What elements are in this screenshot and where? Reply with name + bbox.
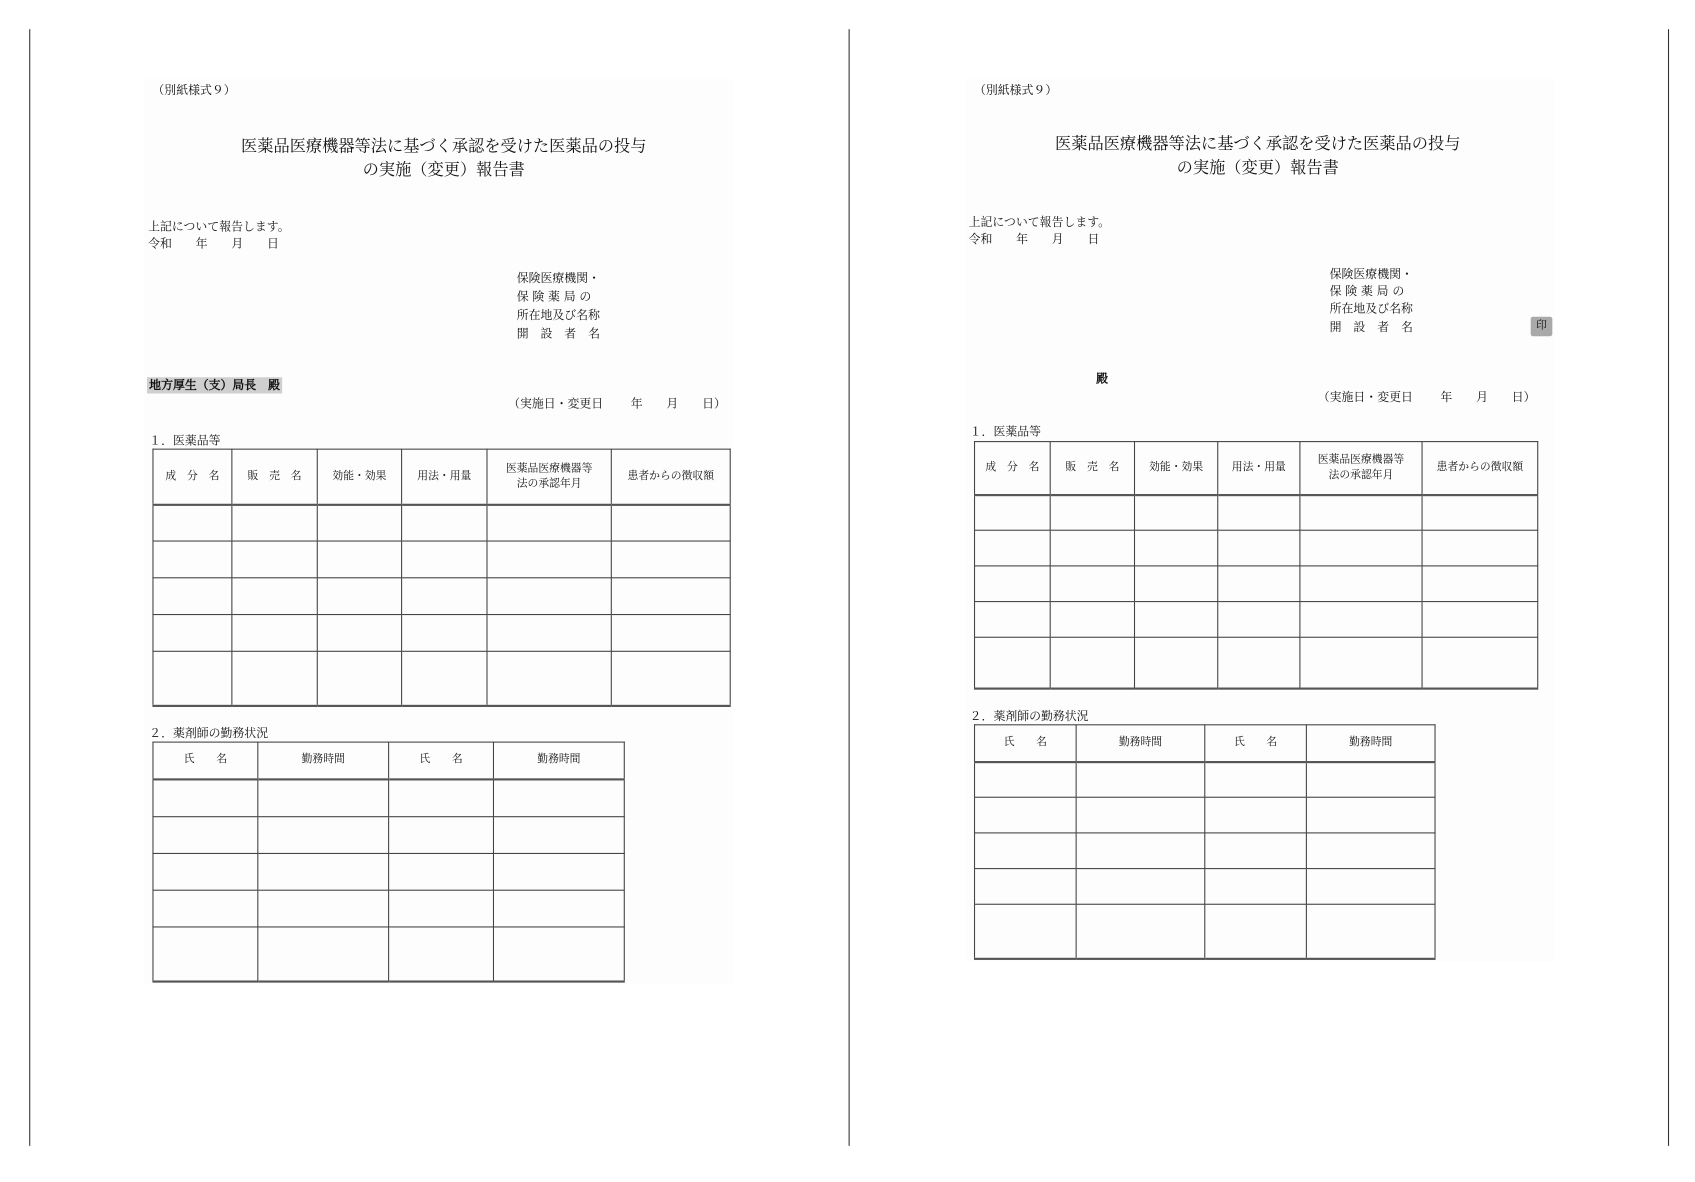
table-row	[153, 541, 730, 578]
table-cell[interactable]	[493, 853, 624, 890]
table-cell[interactable]	[975, 762, 1077, 798]
table-cell[interactable]	[1050, 637, 1134, 688]
table-cell[interactable]	[317, 504, 401, 541]
table-header-row	[975, 442, 1538, 495]
table-cell[interactable]	[153, 890, 258, 927]
table-cell[interactable]	[1205, 762, 1307, 798]
table-cell[interactable]	[975, 602, 1051, 638]
seal-icon: 印	[1531, 317, 1553, 336]
document-title-line2: の実施（変更）報告書	[1176, 157, 1339, 178]
table-cell[interactable]	[389, 817, 494, 854]
column-header: 用法・用量	[1218, 442, 1300, 495]
table-cell[interactable]	[1218, 637, 1300, 688]
table-cell[interactable]	[153, 651, 232, 705]
table-cell[interactable]	[975, 797, 1077, 833]
table-cell[interactable]	[487, 504, 611, 541]
section1-label: １．医薬品等	[969, 424, 1042, 439]
table-cell[interactable]	[611, 578, 730, 615]
table-cell[interactable]	[1076, 904, 1205, 958]
table-cell[interactable]	[1306, 762, 1435, 798]
column-header: 勤務時間	[493, 742, 624, 779]
table-cell[interactable]	[258, 927, 389, 981]
table-cell[interactable]	[1076, 833, 1205, 869]
table-cell[interactable]	[1050, 495, 1134, 531]
table-cell[interactable]	[153, 853, 258, 890]
table-cell[interactable]	[232, 615, 317, 652]
table-row	[153, 890, 624, 927]
table-cell[interactable]	[153, 504, 232, 541]
table-cell[interactable]	[611, 651, 730, 705]
column-header: 効能・効果	[1135, 442, 1218, 495]
addressee: 殿	[1096, 371, 1109, 386]
table-cell[interactable]	[402, 504, 487, 541]
table-row	[153, 578, 730, 615]
page-divider	[1668, 29, 1669, 1146]
column-header: 医薬品医療機器等 法の承認年月	[1300, 442, 1422, 495]
table-row	[975, 530, 1538, 566]
table-cell[interactable]	[232, 504, 317, 541]
table-cell[interactable]	[153, 541, 232, 578]
table-row	[153, 779, 624, 817]
table-cell[interactable]	[317, 651, 401, 705]
table-cell[interactable]	[1218, 495, 1300, 531]
table-header-row	[153, 449, 730, 504]
date-line: 令和 年 月 日	[968, 232, 1100, 247]
column-header: 氏 名	[1205, 725, 1307, 762]
table-cell[interactable]	[402, 541, 487, 578]
column-header: 医薬品医療機器等 法の承認年月	[487, 449, 611, 504]
table-cell[interactable]	[1306, 797, 1435, 833]
section2-label: ２．薬剤師の勤務状況	[149, 726, 269, 741]
institution-label: 保 険 薬 局 の	[1329, 284, 1405, 299]
table-cell[interactable]	[389, 890, 494, 927]
section1-label: １．医薬品等	[149, 433, 221, 448]
table-cell[interactable]	[487, 541, 611, 578]
table-cell[interactable]	[975, 904, 1077, 958]
table-cell[interactable]	[1300, 530, 1422, 566]
table-row	[153, 817, 624, 854]
medicine-table	[974, 441, 1538, 689]
table-header-row	[975, 725, 1436, 762]
table-cell[interactable]	[493, 817, 624, 854]
table-row	[975, 797, 1436, 833]
table-cell[interactable]	[975, 495, 1051, 531]
page-divider	[29, 29, 30, 1146]
institution-label: 所在地及び名称	[516, 308, 600, 323]
pharmacist-table	[152, 742, 624, 983]
table-cell[interactable]	[1306, 869, 1435, 905]
table-cell[interactable]	[232, 541, 317, 578]
column-header: 販 売 名	[1050, 442, 1134, 495]
table-cell[interactable]	[1050, 530, 1134, 566]
table-cell[interactable]	[975, 530, 1051, 566]
column-header: 患者からの徴収額	[611, 449, 730, 504]
table-cell[interactable]	[1218, 566, 1300, 602]
table-cell[interactable]	[493, 927, 624, 981]
table-cell[interactable]	[258, 890, 389, 927]
table-cell[interactable]	[317, 615, 401, 652]
table-cell[interactable]	[1050, 566, 1134, 602]
institution-label: 保険医療機関・	[1329, 267, 1413, 282]
table-cell[interactable]	[1205, 833, 1307, 869]
table-cell[interactable]	[1306, 904, 1435, 958]
table-row	[153, 927, 624, 981]
table-row	[975, 869, 1436, 905]
table-cell[interactable]	[1135, 637, 1218, 688]
table-cell[interactable]	[1135, 602, 1218, 638]
table-cell[interactable]	[1300, 602, 1422, 638]
table-row	[975, 833, 1436, 869]
table-row	[975, 602, 1538, 638]
table-row	[975, 904, 1436, 958]
table-cell[interactable]	[1135, 530, 1218, 566]
table-row	[153, 853, 624, 890]
table-cell[interactable]	[232, 578, 317, 615]
table-cell[interactable]	[1218, 530, 1300, 566]
column-header: 用法・用量	[402, 449, 487, 504]
table-cell[interactable]	[975, 566, 1051, 602]
founder-name-label: 開 設 者 名	[1329, 319, 1413, 335]
table-cell[interactable]	[389, 927, 494, 981]
page-divider	[849, 29, 850, 1146]
table-cell[interactable]	[1422, 530, 1538, 566]
medicine-table	[152, 449, 730, 707]
column-header: 販 売 名	[232, 449, 317, 504]
pharmacist-table	[974, 724, 1436, 959]
table-cell[interactable]	[1076, 762, 1205, 798]
table-cell[interactable]	[1422, 637, 1538, 688]
table-cell[interactable]	[611, 504, 730, 541]
column-header: 成 分 名	[975, 442, 1051, 495]
table-cell[interactable]	[153, 615, 232, 652]
table-cell[interactable]	[1422, 566, 1538, 602]
column-header: 成 分 名	[153, 449, 232, 504]
table-cell[interactable]	[1205, 869, 1307, 905]
column-header: 氏 名	[389, 742, 494, 779]
table-cell[interactable]	[1076, 869, 1205, 905]
table-cell[interactable]	[1422, 602, 1538, 638]
table-cell[interactable]	[487, 578, 611, 615]
table-cell[interactable]	[487, 651, 611, 705]
table-cell[interactable]	[389, 779, 494, 817]
table-cell[interactable]	[258, 853, 389, 890]
report-text: 上記について報告します。	[148, 219, 290, 234]
table-cell[interactable]	[1135, 566, 1218, 602]
table-cell[interactable]	[1306, 833, 1435, 869]
table-cell[interactable]	[317, 541, 401, 578]
addressee: 地方厚生（支）局長 殿	[147, 377, 282, 393]
table-cell[interactable]	[487, 615, 611, 652]
table-row	[975, 762, 1436, 798]
column-header: 氏 名	[975, 725, 1077, 762]
implementation-date: （実施日・変更日 年 月 日）	[508, 396, 726, 411]
column-header: 氏 名	[153, 742, 258, 779]
table-row	[975, 566, 1538, 602]
document-title-line1: 医薬品医療機器等法に基づく承認を受けた医薬品の投与	[1055, 134, 1461, 154]
table-cell[interactable]	[493, 779, 624, 817]
column-header: 勤務時間	[1076, 725, 1205, 762]
table-cell[interactable]	[402, 651, 487, 705]
table-cell[interactable]	[1300, 637, 1422, 688]
column-header: 勤務時間	[258, 742, 389, 779]
table-cell[interactable]	[975, 869, 1077, 905]
document-title-line2: の実施（変更）報告書	[362, 159, 525, 180]
table-cell[interactable]	[1422, 495, 1538, 531]
table-cell[interactable]	[1205, 797, 1307, 833]
table-cell[interactable]	[1300, 566, 1422, 602]
table-cell[interactable]	[1076, 797, 1205, 833]
institution-label: 保険医療機関・	[516, 271, 600, 286]
institution-label: 所在地及び名称	[1329, 301, 1413, 316]
founder-name-label: 開 設 者 名	[516, 326, 600, 341]
table-cell[interactable]	[1135, 495, 1218, 531]
table-cell[interactable]	[402, 578, 487, 615]
table-cell[interactable]	[153, 817, 258, 854]
table-row	[153, 651, 730, 705]
table-cell[interactable]	[975, 833, 1077, 869]
table-cell[interactable]	[975, 637, 1051, 688]
document-title-line1: 医薬品医療機器等法に基づく承認を受けた医薬品の投与	[241, 136, 647, 156]
table-row	[153, 504, 730, 541]
table-cell[interactable]	[232, 651, 317, 705]
date-line: 令和 年 月 日	[148, 236, 279, 251]
column-header: 効能・効果	[317, 449, 401, 504]
table-cell[interactable]	[153, 927, 258, 981]
table-cell[interactable]	[153, 578, 232, 615]
table-cell[interactable]	[493, 890, 624, 927]
table-cell[interactable]	[1300, 495, 1422, 531]
table-cell[interactable]	[153, 779, 258, 817]
table-cell[interactable]	[611, 615, 730, 652]
table-header-row	[153, 742, 624, 779]
table-cell[interactable]	[402, 615, 487, 652]
implementation-date: （実施日・変更日 年 月 日）	[1317, 390, 1536, 405]
table-row	[153, 615, 730, 652]
report-text: 上記について報告します。	[968, 215, 1111, 230]
table-cell[interactable]	[611, 541, 730, 578]
column-header: 患者からの徴収額	[1422, 442, 1538, 495]
table-cell[interactable]	[258, 817, 389, 854]
table-cell[interactable]	[1218, 602, 1300, 638]
table-cell[interactable]	[1205, 904, 1307, 958]
table-cell[interactable]	[389, 853, 494, 890]
form-number: （別紙様式９）	[152, 83, 236, 98]
section2-label: ２．薬剤師の勤務状況	[969, 709, 1089, 724]
table-cell[interactable]	[258, 779, 389, 817]
table-row	[975, 637, 1538, 688]
institution-label: 保 険 薬 局 の	[516, 289, 592, 304]
column-header: 勤務時間	[1306, 725, 1435, 762]
table-cell[interactable]	[317, 578, 401, 615]
form-number: （別紙様式９）	[973, 83, 1058, 98]
table-cell[interactable]	[1050, 602, 1134, 638]
table-row	[975, 495, 1538, 531]
